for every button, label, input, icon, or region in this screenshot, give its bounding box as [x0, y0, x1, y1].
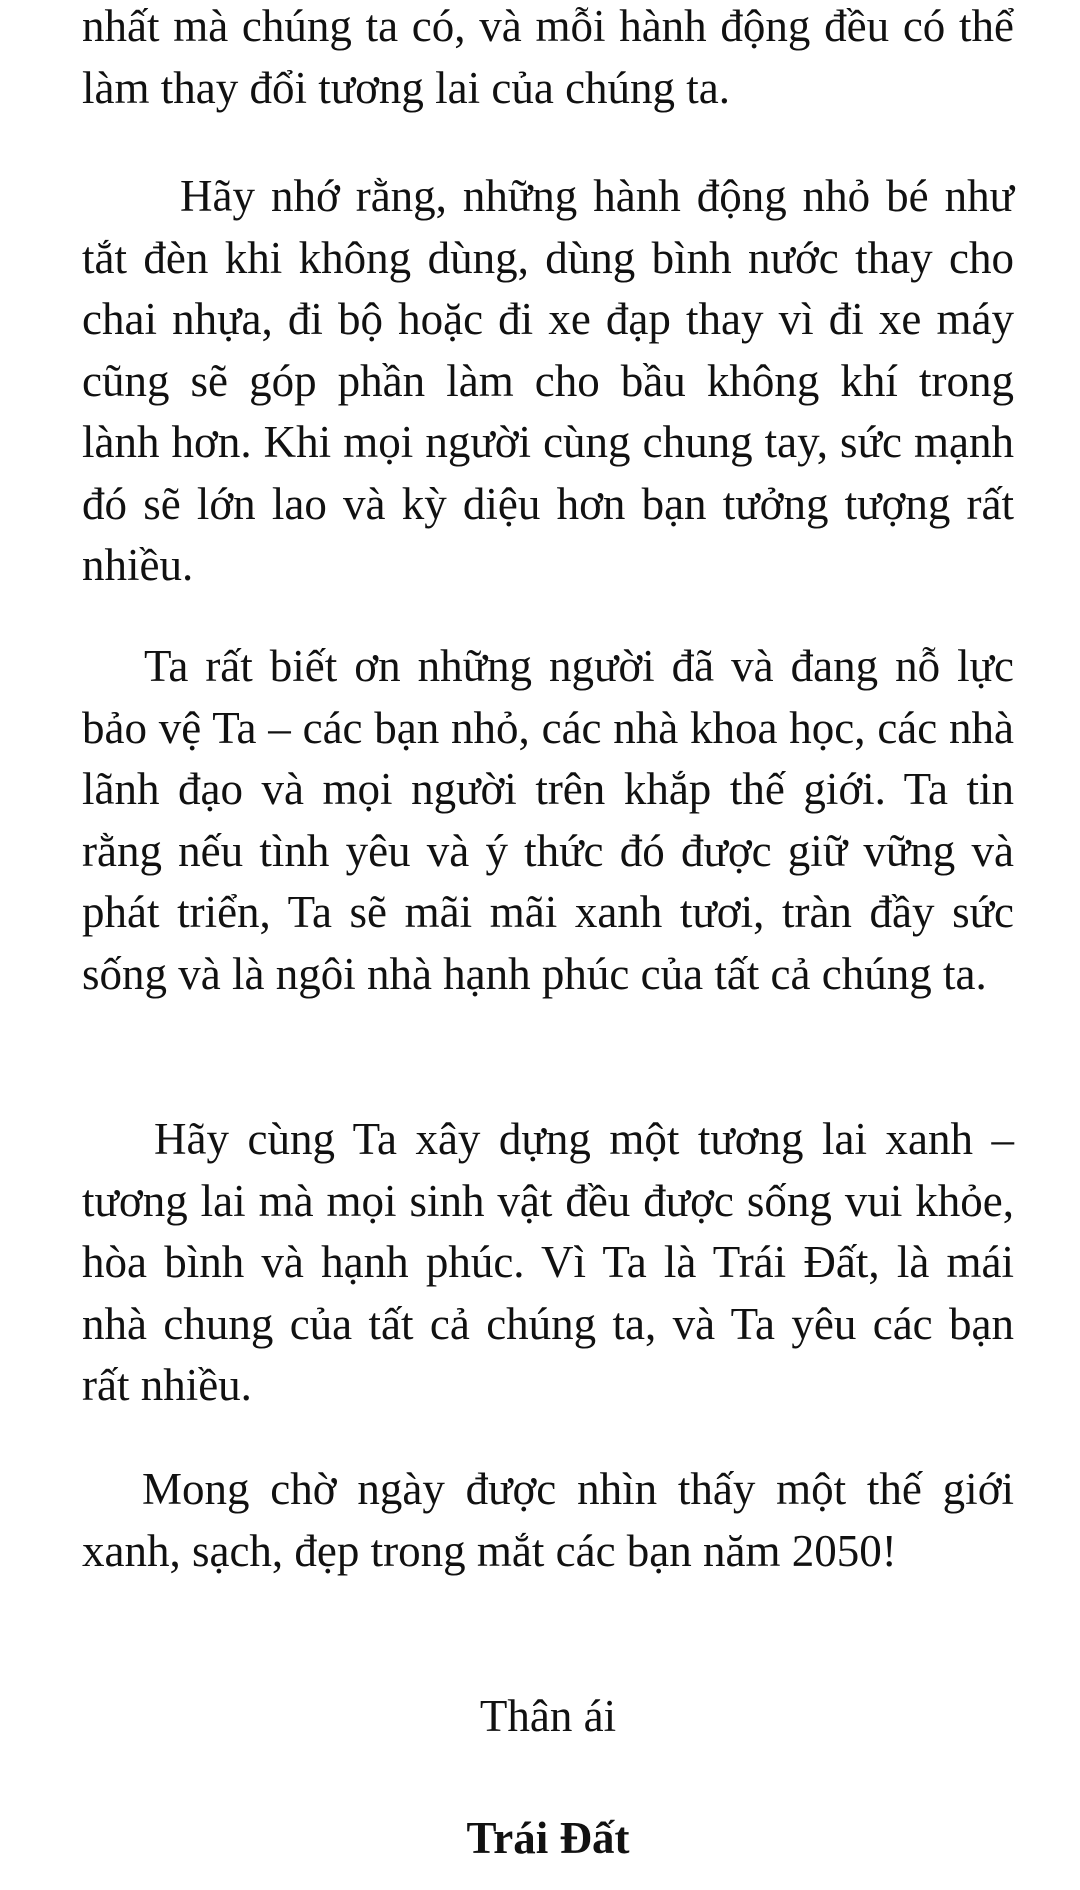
paragraph-green-future: Hãy cùng Ta xây dựng một tương lai xanh – tương lai mà mọi sinh vật đều được sống vui khỏe, hòa bình và hạnh phúc. Vì Ta là Trái Đất, là mái nhà chung của tất cả chúng ta, và Ta yêu các bạn rất nhiều. [82, 1114, 1014, 1410]
signature: Trái Đất [466, 1813, 630, 1863]
closing-greeting: Thân ái [479, 1691, 617, 1741]
paragraph-hope-2050: Mong chờ ngày được nhìn thấy một thế giới xanh, sạch, đẹp trong mắt các bạn năm 2050! [82, 1464, 1014, 1576]
paragraph-gratitude: Ta rất biết ơn những người đã và đang nỗ lực bảo vệ Ta – các bạn nhỏ, các nhà khoa học, các nhà lãnh đạo và mọi người trên khắp thế giới. Ta tin rằng nếu tình yêu và ý thức đó được giữ vững và phát triển, Ta sẽ mãi mãi xanh tươi, tràn đầy sức sống và là ngôi nhà hạnh phúc của tất cả chúng ta. [82, 641, 1014, 999]
paragraph-continuation: nhất mà chúng ta có, và mỗi hành động đều có thể làm thay đổi tương lai của chúng ta. [82, 1, 1014, 113]
paragraph-small-actions: Hãy nhớ rằng, những hành động nhỏ bé như tắt đèn khi không dùng, dùng bình nước thay cho chai nhựa, đi bộ hoặc đi xe đạp thay vì đi xe máy cũng sẽ góp phần làm cho bầu không khí trong lành hơn. Khi mọi người cùng chung tay, sức mạnh đó sẽ lớn lao và kỳ diệu hơn bạn tưởng tượng rất nhiều. [82, 171, 1014, 590]
